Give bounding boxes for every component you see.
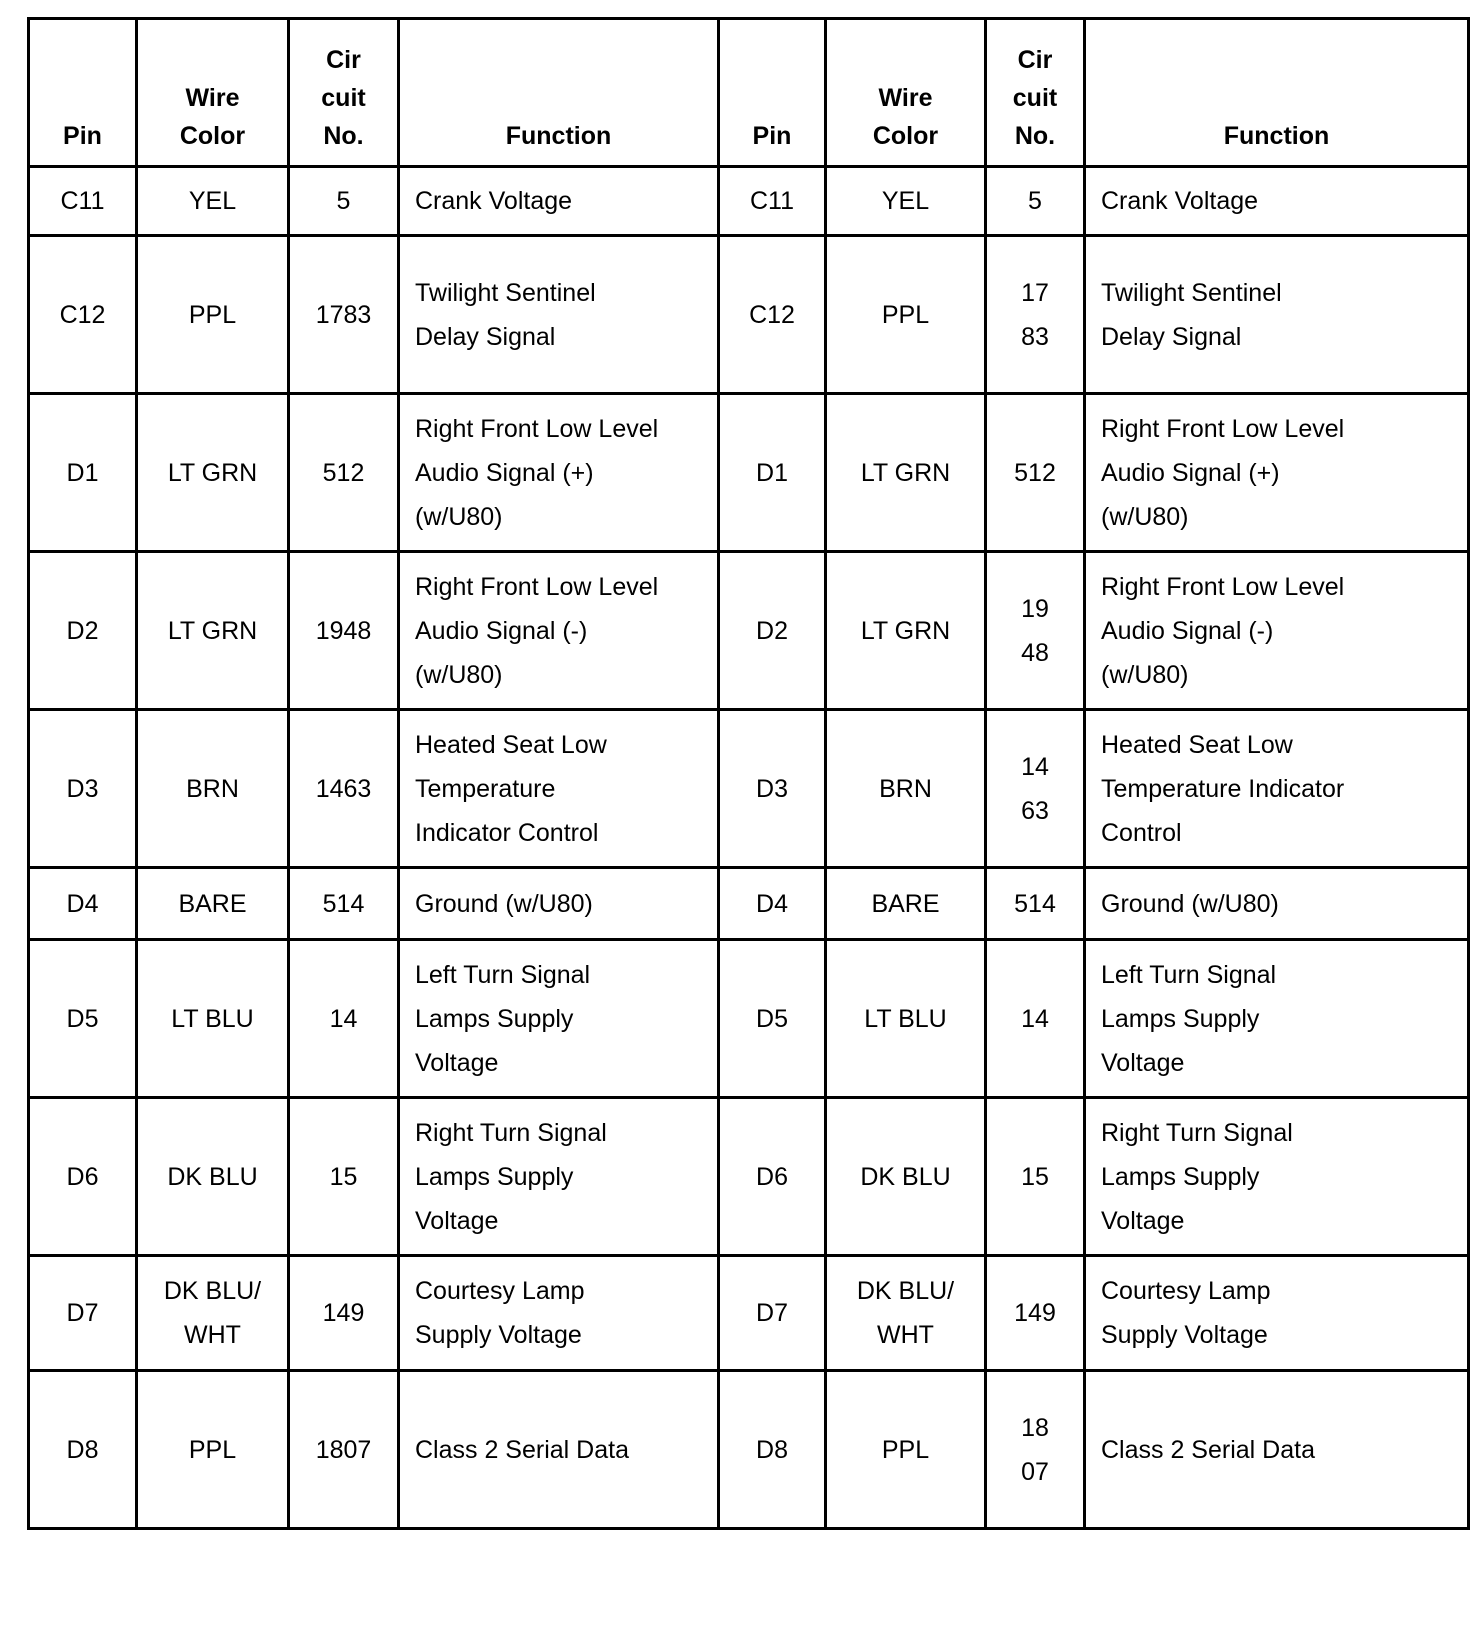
- pin-cell-text: D2: [756, 616, 788, 645]
- pin-cell-left: [29, 394, 137, 552]
- pin-cell-text: D5: [66, 1004, 99, 1033]
- function-cell-line: (w/U80): [415, 502, 503, 531]
- table-row: [29, 1256, 1469, 1371]
- function-cell-line: Indicator Control: [415, 818, 599, 847]
- function-cell-line: Right Turn Signal: [1101, 1118, 1293, 1147]
- wire-color-cell-line: DK BLU/: [856, 1277, 955, 1305]
- wire-color-cell-right: [826, 236, 986, 394]
- function-cell-line: Right Front Low Level: [1101, 572, 1345, 601]
- function-cell-left: [399, 552, 719, 710]
- table-row: [29, 167, 1469, 236]
- circuit-number-cell-right: [986, 236, 1085, 394]
- function-cell-line: (w/U80): [415, 660, 503, 689]
- pin-cell-left: [29, 1098, 137, 1256]
- circuit-number-cell-line: 19: [1021, 594, 1049, 623]
- function-cell-right: [1085, 1256, 1469, 1371]
- function-cell-line: Courtesy Lamp: [1101, 1277, 1271, 1305]
- function-cell-line: Right Front Low Level: [415, 414, 659, 443]
- function-cell-left: [399, 1371, 719, 1529]
- pin-cell-text: C11: [60, 187, 105, 215]
- function-cell-line: Left Turn Signal: [1101, 960, 1277, 989]
- wire-color-cell-line: LT GRN: [167, 616, 258, 645]
- pin-cell-right: [719, 552, 826, 710]
- wire-color-cell-right: [826, 167, 986, 236]
- circuit-number-cell-left: [289, 236, 399, 394]
- wire-color-cell-left: [137, 167, 289, 236]
- pin-cell-left: [29, 940, 137, 1098]
- wire-color-cell-line: LT GRN: [167, 458, 258, 487]
- pin-cell-left: [29, 868, 137, 940]
- circuit-number-cell-line: 149: [1014, 1299, 1056, 1327]
- function-cell-left: [399, 1256, 719, 1371]
- wire-color-cell-line: LT BLU: [864, 1004, 947, 1033]
- circuit-number-cell-line: 5: [1028, 187, 1042, 215]
- function-cell-right: [1085, 710, 1469, 868]
- function-cell-line: Control: [1101, 818, 1182, 847]
- pin-cell-right: [719, 940, 826, 1098]
- wire-color-cell-right: [826, 1098, 986, 1256]
- pin-cell-right: [719, 1371, 826, 1529]
- circuit-number-cell-line: 5: [336, 187, 351, 215]
- pin-cell-right: [719, 868, 826, 940]
- function-cell-right: [1085, 167, 1469, 236]
- pin-cell-text: D4: [66, 889, 99, 918]
- circuit-number-cell-right: [986, 868, 1085, 940]
- circuit-number-cell-line: 14: [1021, 1004, 1049, 1033]
- circuit-number-cell-left: [289, 167, 399, 236]
- circuit-number-cell-right: [986, 552, 1085, 710]
- wire-color-cell-left: [137, 236, 289, 394]
- function-cell-line: Crank Voltage: [1101, 187, 1259, 215]
- circuit-number-cell-left: [289, 1256, 399, 1371]
- header-circuit-no-left: Cir cuit No.: [289, 19, 399, 167]
- pin-cell-text: D1: [66, 458, 99, 487]
- table-row: [29, 394, 1469, 552]
- header-function-left: Function: [399, 19, 719, 167]
- function-cell-left: [399, 868, 719, 940]
- table-row: [29, 1098, 1469, 1256]
- wire-color-cell-right: [826, 1371, 986, 1529]
- pin-cell-right: [719, 394, 826, 552]
- pin-cell-text: D8: [66, 1435, 99, 1464]
- function-cell-line: Right Front Low Level: [1101, 414, 1345, 443]
- function-cell-right: [1085, 868, 1469, 940]
- function-cell-line: Heated Seat Low: [1101, 730, 1293, 759]
- function-cell-line: Left Turn Signal: [415, 960, 591, 989]
- wire-color-cell-line: PPL: [188, 300, 237, 329]
- function-cell-line: (w/U80): [1101, 660, 1189, 689]
- header-function-right: Function: [1085, 19, 1469, 167]
- circuit-number-cell-line: 63: [1021, 796, 1049, 825]
- function-cell-line: Crank Voltage: [415, 187, 573, 215]
- pin-cell-text: D3: [66, 774, 99, 803]
- function-cell-line: Heated Seat Low: [415, 730, 607, 759]
- function-cell-line: Ground (w/U80): [415, 889, 593, 918]
- function-cell-right: [1085, 552, 1469, 710]
- circuit-number-cell-line: 14: [329, 1004, 358, 1033]
- pin-cell-text: D6: [756, 1162, 788, 1191]
- pin-cell-left: [29, 167, 137, 236]
- function-cell-line: Class 2 Serial Data: [415, 1435, 629, 1464]
- circuit-number-cell-line: 1807: [315, 1435, 372, 1464]
- wire-color-cell-line: BRN: [186, 774, 239, 803]
- function-cell-line: Temperature Indicator: [1101, 774, 1345, 803]
- circuit-number-cell-right: [986, 1098, 1085, 1256]
- circuit-number-cell-line: 1783: [315, 300, 372, 329]
- wire-color-cell-line: WHT: [184, 1321, 241, 1349]
- circuit-number-cell-line: 514: [1014, 889, 1056, 918]
- wire-color-cell-right: [826, 940, 986, 1098]
- function-cell-line: Lamps Supply: [415, 1004, 574, 1033]
- circuit-number-cell-left: [289, 1098, 399, 1256]
- function-cell-line: Supply Voltage: [1101, 1321, 1268, 1349]
- function-cell-left: [399, 1098, 719, 1256]
- function-cell-left: [399, 710, 719, 868]
- pinout-table-container: [27, 17, 1470, 1530]
- circuit-number-cell-line: 48: [1021, 638, 1049, 667]
- function-cell-line: Delay Signal: [1101, 322, 1242, 351]
- pin-cell-text: D7: [756, 1299, 788, 1327]
- header-pin-left: Pin: [29, 19, 137, 167]
- circuit-number-cell-left: [289, 552, 399, 710]
- pin-cell-right: [719, 1256, 826, 1371]
- circuit-number-cell-left: [289, 868, 399, 940]
- pin-cell-text: D2: [66, 616, 99, 645]
- circuit-number-cell-right: [986, 940, 1085, 1098]
- circuit-number-cell-line: 514: [322, 889, 365, 918]
- pin-cell-text: D7: [66, 1299, 99, 1327]
- function-cell-line: Audio Signal (+): [1101, 458, 1280, 487]
- function-cell-right: [1085, 236, 1469, 394]
- pin-cell-text: C11: [749, 187, 794, 215]
- wire-color-cell-line: DK BLU/: [163, 1277, 262, 1305]
- function-cell-line: Audio Signal (-): [415, 616, 588, 645]
- header-circuit-no-right: Cir cuit No.: [986, 19, 1085, 167]
- pin-cell-text: D3: [756, 774, 788, 803]
- pin-cell-left: [29, 1371, 137, 1529]
- wire-color-cell-left: [137, 1098, 289, 1256]
- pin-cell-text: D8: [756, 1435, 788, 1464]
- wire-color-cell-line: PPL: [881, 1435, 930, 1464]
- circuit-number-cell-left: [289, 394, 399, 552]
- wire-color-cell-line: PPL: [881, 300, 930, 329]
- pin-cell-text: D1: [756, 458, 788, 487]
- function-cell-line: Class 2 Serial Data: [1101, 1435, 1315, 1464]
- table-row: [29, 940, 1469, 1098]
- circuit-number-cell-line: 149: [322, 1299, 365, 1327]
- function-cell-line: Lamps Supply: [1101, 1162, 1260, 1191]
- circuit-number-cell-left: [289, 940, 399, 1098]
- pin-cell-text: C12: [59, 300, 106, 329]
- function-cell-line: Voltage: [1101, 1206, 1185, 1235]
- wire-color-cell-line: WHT: [877, 1321, 934, 1349]
- function-cell-right: [1085, 940, 1469, 1098]
- function-cell-line: Lamps Supply: [1101, 1004, 1260, 1033]
- function-cell-line: Right Front Low Level: [415, 572, 659, 601]
- circuit-number-cell-left: [289, 1371, 399, 1529]
- function-cell-line: Audio Signal (-): [1101, 616, 1274, 645]
- pin-cell-text: D4: [756, 889, 788, 918]
- wire-color-cell-line: PPL: [188, 1435, 237, 1464]
- pin-cell-left: [29, 236, 137, 394]
- function-cell-line: Voltage: [415, 1048, 499, 1077]
- wire-color-cell-left: [137, 1256, 289, 1371]
- pin-cell-text: D5: [756, 1004, 788, 1033]
- wire-color-cell-right: [826, 1256, 986, 1371]
- wire-color-cell-line: YEL: [188, 187, 237, 215]
- wire-color-cell-left: [137, 1371, 289, 1529]
- function-cell-right: [1085, 1371, 1469, 1529]
- function-cell-line: Right Turn Signal: [415, 1118, 607, 1147]
- table-row: [29, 552, 1469, 710]
- function-cell-line: Lamps Supply: [415, 1162, 574, 1191]
- function-cell-left: [399, 236, 719, 394]
- pin-cell-left: [29, 552, 137, 710]
- pin-cell-right: [719, 710, 826, 868]
- circuit-number-cell-right: [986, 1371, 1085, 1529]
- header-wire-color-right: Wire Color: [826, 19, 986, 167]
- function-cell-left: [399, 940, 719, 1098]
- function-cell-right: [1085, 1098, 1469, 1256]
- circuit-number-cell-left: [289, 710, 399, 868]
- function-cell-line: (w/U80): [1101, 502, 1189, 531]
- wire-color-cell-left: [137, 940, 289, 1098]
- pin-cell-left: [29, 710, 137, 868]
- table-row: [29, 236, 1469, 394]
- function-cell-right: [1085, 394, 1469, 552]
- table-row: [29, 710, 1469, 868]
- pin-cell-right: [719, 1098, 826, 1256]
- circuit-number-cell-right: [986, 1256, 1085, 1371]
- wire-color-cell-right: [826, 868, 986, 940]
- wire-color-cell-right: [826, 552, 986, 710]
- circuit-number-cell-line: 15: [329, 1162, 358, 1191]
- function-cell-line: Delay Signal: [415, 322, 556, 351]
- function-cell-line: Supply Voltage: [415, 1321, 582, 1349]
- pin-cell-text: C12: [749, 300, 795, 329]
- function-cell-left: [399, 394, 719, 552]
- function-cell-line: Twilight Sentinel: [415, 278, 596, 307]
- circuit-number-cell-right: [986, 167, 1085, 236]
- circuit-number-cell-line: 18: [1021, 1413, 1049, 1442]
- wire-color-cell-line: DK BLU: [860, 1162, 951, 1191]
- wire-color-cell-left: [137, 552, 289, 710]
- pin-cell-text: D6: [66, 1162, 99, 1191]
- circuit-number-cell-line: 14: [1021, 752, 1049, 781]
- wire-color-cell-line: LT BLU: [171, 1004, 254, 1033]
- wire-color-cell-right: [826, 710, 986, 868]
- wire-color-cell-right: [826, 394, 986, 552]
- wire-color-cell-line: LT GRN: [860, 458, 951, 487]
- table-row: [29, 1371, 1469, 1529]
- pin-cell-left: [29, 1256, 137, 1371]
- circuit-number-cell-line: 83: [1021, 322, 1049, 351]
- wire-color-cell-left: [137, 868, 289, 940]
- circuit-number-cell-line: 512: [322, 458, 365, 487]
- circuit-number-cell-line: 1948: [315, 616, 372, 645]
- wire-color-cell-line: DK BLU: [167, 1162, 258, 1191]
- pin-cell-right: [719, 167, 826, 236]
- function-cell-line: Ground (w/U80): [1101, 889, 1279, 918]
- function-cell-line: Twilight Sentinel: [1101, 278, 1282, 307]
- circuit-number-cell-line: 07: [1021, 1457, 1049, 1486]
- wire-color-cell-line: BARE: [178, 889, 247, 918]
- table-row: [29, 868, 1469, 940]
- header-pin-right: Pin: [719, 19, 826, 167]
- wire-color-cell-line: BARE: [871, 889, 940, 918]
- table-body: [29, 167, 1469, 1529]
- wire-color-cell-line: YEL: [881, 187, 930, 215]
- wire-color-cell-line: BRN: [879, 774, 932, 803]
- wire-color-cell-line: LT GRN: [860, 616, 951, 645]
- function-cell-line: Audio Signal (+): [415, 458, 594, 487]
- function-cell-line: Voltage: [1101, 1048, 1185, 1077]
- circuit-number-cell-line: 512: [1014, 458, 1056, 487]
- circuit-number-cell-line: 17: [1021, 278, 1049, 307]
- wire-color-cell-left: [137, 710, 289, 868]
- connector-pinout-table: [27, 17, 1470, 1530]
- circuit-number-cell-right: [986, 710, 1085, 868]
- wire-color-cell-left: [137, 394, 289, 552]
- circuit-number-cell-line: 15: [1021, 1162, 1049, 1191]
- circuit-number-cell-line: 1463: [315, 774, 372, 803]
- function-cell-line: Courtesy Lamp: [415, 1277, 585, 1305]
- pin-cell-right: [719, 236, 826, 394]
- function-cell-line: Temperature: [415, 774, 556, 803]
- function-cell-line: Voltage: [415, 1206, 499, 1235]
- header-wire-color-left: Wire Color: [137, 19, 289, 167]
- function-cell-left: [399, 167, 719, 236]
- header-row: [29, 19, 1469, 167]
- circuit-number-cell-right: [986, 394, 1085, 552]
